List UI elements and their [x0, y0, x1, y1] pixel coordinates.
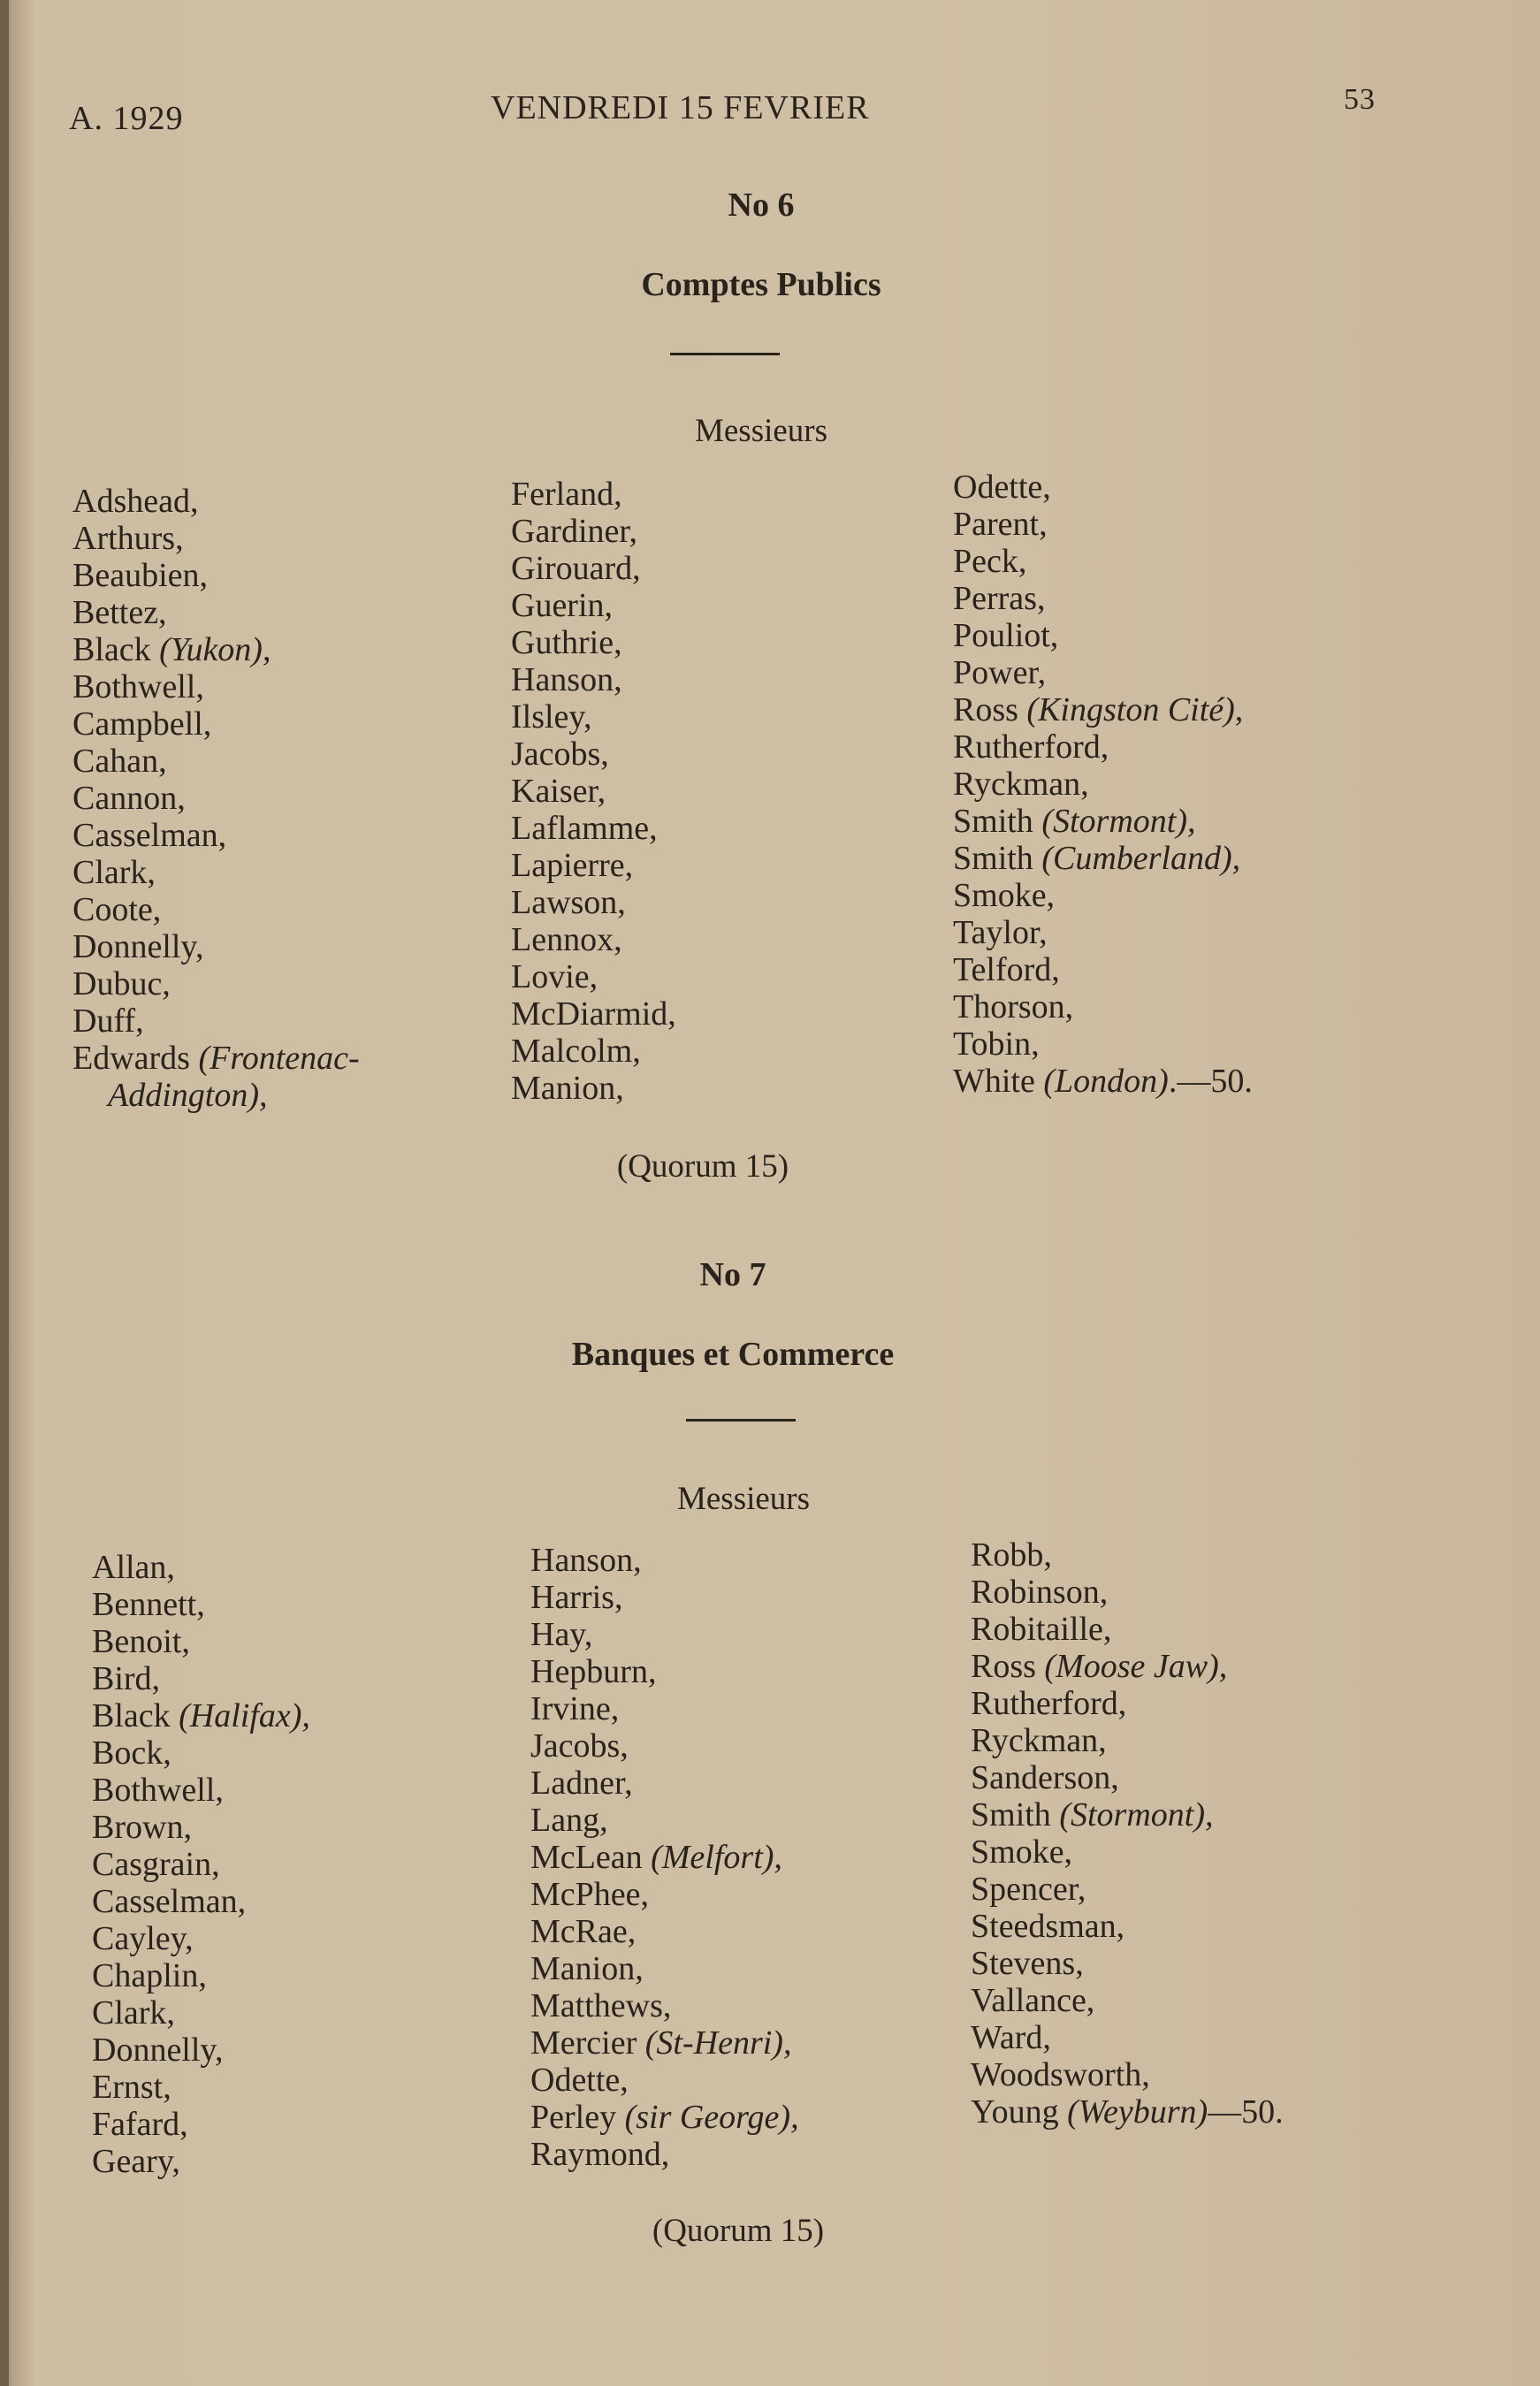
list-item: [953, 691, 1253, 728]
list-item: Ferland,: [511, 476, 622, 513]
member-total: —50.: [1208, 2093, 1284, 2131]
list-item: Spencer,: [971, 1871, 1086, 1908]
list-item: Hepburn,: [530, 1653, 657, 1690]
list-item: Lennox,: [511, 921, 622, 958]
riding-note: (St-Henri),: [644, 2024, 792, 2062]
riding-note: (Weyburn): [1067, 2093, 1208, 2131]
list-item: Smoke,: [953, 877, 1056, 914]
header-page-number: 53: [1344, 83, 1376, 116]
list-item: Casselman,: [72, 817, 227, 854]
list-item: Brown,: [92, 1809, 192, 1846]
list-item: Steedsman,: [971, 1908, 1125, 1945]
list-item: [92, 1697, 310, 1734]
member-name: Perley: [530, 2099, 617, 2136]
list-item: Clark,: [72, 854, 156, 891]
list-item: [971, 1796, 1284, 1833]
list-item: Adshead,: [72, 483, 199, 520]
list-item: Ernst,: [92, 2069, 172, 2106]
list-item: [953, 803, 1253, 840]
section-7-rule: [686, 1419, 796, 1422]
list-item: [530, 2099, 799, 2136]
section-7-messieurs: Messieurs: [676, 1481, 811, 1517]
list-item: Lovie,: [511, 958, 598, 995]
list-item: Cahan,: [72, 743, 167, 780]
riding-note: (Kingston Cité),: [1026, 691, 1244, 728]
list-item: Bennett,: [92, 1586, 205, 1623]
list-item-continuation: Addington),: [108, 1077, 268, 1114]
header-date: VENDREDI 15 FEVRIER: [491, 89, 870, 126]
list-item: Coote,: [72, 891, 162, 928]
list-item: Matthews,: [530, 1987, 672, 2024]
member-name: Black: [92, 1697, 171, 1734]
section-7-title: Banques et Commerce: [571, 1336, 895, 1373]
list-item: Fafard,: [92, 2106, 188, 2143]
list-item: Hanson,: [530, 1542, 642, 1579]
list-item: Kaiser,: [511, 773, 606, 810]
list-item: Odette,: [530, 2062, 629, 2099]
list-item: Irvine,: [530, 1690, 620, 1727]
list-item: Ilsley,: [511, 698, 592, 736]
list-item: Manion,: [511, 1070, 624, 1107]
list-item: Gardiner,: [511, 513, 638, 550]
member-name: Ross: [971, 1648, 1036, 1685]
list-item: Cannon,: [72, 780, 186, 817]
list-item: [530, 1839, 799, 1876]
list-item: Lapierre,: [511, 847, 634, 884]
list-item: [72, 631, 360, 668]
list-item: Donnelly,: [72, 928, 204, 965]
list-item: Peck,: [953, 543, 1027, 580]
list-item: Geary,: [92, 2143, 180, 2180]
list-item: Stevens,: [971, 1945, 1084, 1982]
section-7-column-1: [92, 1549, 310, 2180]
section-6-column-1: [72, 483, 360, 1114]
list-item: Casgrain,: [92, 1846, 220, 1883]
section-6-number: No 6: [728, 187, 795, 224]
list-item: Telford,: [953, 951, 1060, 988]
list-item: [971, 2093, 1284, 2131]
list-item: Casselman,: [92, 1883, 247, 1920]
list-item: Bock,: [92, 1734, 172, 1772]
list-item: [530, 2024, 799, 2062]
riding-note: (London): [1043, 1063, 1169, 1100]
list-item: Rutherford,: [953, 728, 1109, 766]
list-item: Hay,: [530, 1616, 593, 1653]
list-item: Ryckman,: [953, 766, 1089, 803]
list-item: Clark,: [92, 1994, 175, 2032]
riding-note: (Moose Jaw),: [1044, 1648, 1228, 1685]
list-item: [971, 1648, 1284, 1685]
list-item: Jacobs,: [530, 1727, 629, 1765]
list-item: Lawson,: [511, 884, 626, 921]
list-item: Taylor,: [953, 914, 1048, 951]
list-item: Robb,: [971, 1536, 1052, 1574]
list-item: Lang,: [530, 1802, 608, 1839]
list-item: [953, 1063, 1253, 1100]
section-7-column-3: [971, 1536, 1284, 2131]
list-item: Robinson,: [971, 1574, 1109, 1611]
list-item: Bird,: [92, 1660, 161, 1697]
member-name: White: [953, 1063, 1035, 1100]
riding-note: (Frontenac-: [198, 1040, 360, 1077]
section-6-quorum: (Quorum 15): [616, 1148, 789, 1185]
member-name: Smith: [953, 840, 1033, 877]
section-6-title: Comptes Publics: [641, 266, 881, 303]
list-item: Thorson,: [953, 988, 1074, 1025]
list-item: Campbell,: [72, 705, 212, 743]
list-item: Beaubien,: [72, 557, 209, 594]
section-6-column-3: [953, 469, 1253, 1100]
list-item: Dubuc,: [72, 965, 171, 1002]
list-item: Vallance,: [971, 1982, 1095, 2019]
member-name: McLean: [530, 1839, 643, 1876]
section-6-column-2: [511, 476, 676, 1107]
member-name: Young: [971, 2093, 1059, 2131]
riding-note: (Halifax),: [179, 1697, 310, 1734]
list-item: Ladner,: [530, 1765, 633, 1802]
list-item: McPhee,: [530, 1876, 650, 1913]
riding-note: (sir George),: [624, 2099, 799, 2136]
list-item: Cayley,: [92, 1920, 194, 1957]
member-name: Edwards: [72, 1040, 190, 1077]
section-7-number: No 7: [699, 1256, 766, 1293]
member-name: Mercier: [530, 2024, 637, 2062]
list-item: Chaplin,: [92, 1957, 207, 1994]
section-7-quorum: (Quorum 15): [652, 2213, 825, 2249]
riding-note: (Yukon),: [159, 631, 271, 668]
member-name: Black: [72, 631, 151, 668]
list-item: Robitaille,: [971, 1611, 1112, 1648]
list-item: Guthrie,: [511, 624, 622, 661]
list-item: Smoke,: [971, 1833, 1073, 1871]
list-item: Girouard,: [511, 550, 641, 587]
list-item: Raymond,: [530, 2136, 670, 2173]
list-item: [953, 840, 1253, 877]
list-item: Bothwell,: [92, 1772, 224, 1809]
list-item: Jacobs,: [511, 736, 609, 773]
member-name: Ross: [953, 691, 1018, 728]
list-item: Pouliot,: [953, 617, 1059, 654]
list-item: Bothwell,: [72, 668, 204, 705]
list-item: Power,: [953, 654, 1047, 691]
page-spine: [0, 0, 9, 2386]
list-item: Odette,: [953, 469, 1051, 506]
list-item: Rutherford,: [971, 1685, 1127, 1722]
list-item: Woodsworth,: [971, 2056, 1150, 2093]
list-item: Benoit,: [92, 1623, 190, 1660]
member-total: .—50.: [1168, 1063, 1253, 1100]
list-item: Donnelly,: [92, 2032, 224, 2069]
list-item: Perras,: [953, 580, 1046, 617]
list-item: Harris,: [530, 1579, 623, 1616]
member-name: Smith: [971, 1796, 1051, 1833]
header-year: A. 1929: [69, 100, 184, 137]
list-item: Guerin,: [511, 587, 614, 624]
list-item: Manion,: [530, 1950, 644, 1987]
section-6-messieurs: Messieurs: [694, 413, 828, 449]
list-item: [72, 1040, 360, 1077]
list-item: Allan,: [92, 1549, 175, 1586]
section-6-rule: [670, 353, 780, 355]
list-item: Ward,: [971, 2019, 1051, 2056]
list-item: Duff,: [72, 1002, 144, 1040]
member-name: Smith: [953, 803, 1033, 840]
section-7-column-2: [530, 1542, 799, 2173]
list-item: Parent,: [953, 506, 1048, 543]
list-item: Malcolm,: [511, 1033, 641, 1070]
list-item: Bettez,: [72, 594, 167, 631]
list-item: McRae,: [530, 1913, 637, 1950]
list-item: Arthurs,: [72, 520, 184, 557]
riding-note: (Melfort),: [651, 1839, 782, 1876]
list-item: Ryckman,: [971, 1722, 1107, 1759]
list-item: Tobin,: [953, 1025, 1040, 1063]
list-item: McDiarmid,: [511, 995, 676, 1033]
list-item: Laflamme,: [511, 810, 658, 847]
riding-note: (Stormont),: [1041, 803, 1196, 840]
riding-note: (Stormont),: [1059, 1796, 1214, 1833]
list-item: Sanderson,: [971, 1759, 1119, 1796]
riding-note: (Cumberland),: [1041, 840, 1241, 877]
list-item: Hanson,: [511, 661, 622, 698]
